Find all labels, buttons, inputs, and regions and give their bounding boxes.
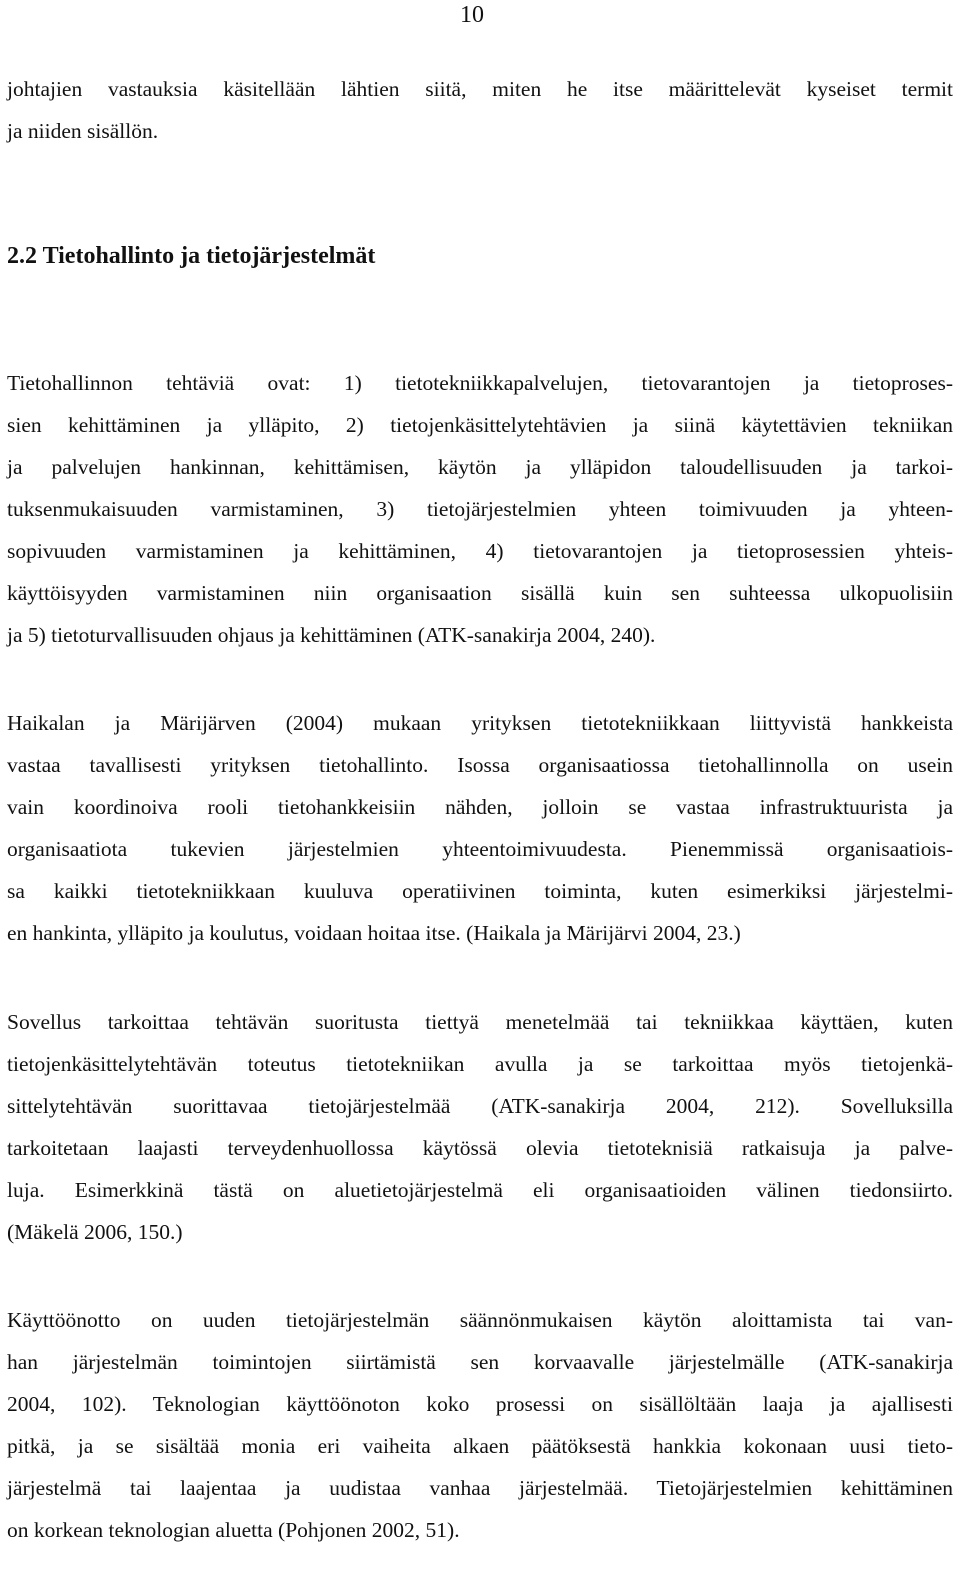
text-line: luja. Esimerkkinä tästä on aluetietojärjestelmä eli organisaatioiden välinen tiedonsiirto.	[7, 1178, 953, 1202]
section-heading: 2.2 Tietohallinto ja tietojärjestelmät	[7, 243, 376, 269]
text-line: Haikalan ja Märijärven (2004) mukaan yrityksen tietotekniikkaan liittyvistä hankkeista	[7, 711, 953, 735]
text-line: vain koordinoiva rooli tietohankkeisiin nähden, jolloin se vastaa infrastruktuurista ja	[7, 795, 953, 819]
text-line: organisaatiota tukevien järjestelmien yhteentoimivuudesta. Pienemmissä organisaatiois-	[7, 837, 953, 861]
text-line: 2004, 102). Teknologian käyttöönoton koko prosessi on sisällöltään laaja ja ajallisesti	[7, 1392, 953, 1416]
text-line: ja 5) tietoturvallisuuden ohjaus ja kehittäminen (ATK-sanakirja 2004, 240).	[7, 623, 656, 647]
paragraph-sovellus	[7, 1001, 953, 1253]
paragraph-kayttoonotto	[7, 1299, 953, 1551]
text-line: Sovellus tarkoittaa tehtävän suoritusta tiettyä menetelmää tai tekniikkaa käyttäen, kuten	[7, 1010, 953, 1034]
text-line: sien kehittäminen ja ylläpito, 2) tietojenkäsittelytehtävien ja siinä käytettävien tekniikan	[7, 413, 953, 437]
paragraph-text	[7, 68, 953, 152]
paragraph-tietohallinnon-tehtavat	[7, 362, 953, 656]
text-line: Käyttöönotto on uuden tietojärjestelmän säännönmukaisen käytön aloittamista tai van-	[7, 1308, 953, 1332]
paragraph-haikala-marijarvi	[7, 702, 953, 954]
text-line: johtajien vastauksia käsitellään lähtien siitä, miten he itse määrittelevät kyseiset termit	[7, 77, 953, 101]
paragraph-text	[7, 1299, 953, 1551]
text-line: pitkä, ja se sisältää monia eri vaiheita alkaen päätöksestä hankkia kokonaan uusi tieto-	[7, 1434, 953, 1458]
text-line: sopivuuden varmistaminen ja kehittäminen, 4) tietovarantojen ja tietoprosessien yhteis-	[7, 539, 953, 563]
text-line: sa kaikki tietotekniikkaan kuuluva operatiivinen toiminta, kuten esimerkiksi järjestelmi-	[7, 879, 953, 903]
text-line: han järjestelmän toimintojen siirtämistä sen korvaavalle järjestelmälle (ATK-sanakirja	[7, 1350, 953, 1374]
text-line: tietojenkäsittelytehtävän toteutus tietotekniikan avulla ja se tarkoittaa myös tietojenkä-	[7, 1052, 953, 1076]
text-line: on korkean teknologian aluetta (Pohjonen 2002, 51).	[7, 1518, 460, 1542]
text-line: ja palvelujen hankinnan, kehittämisen, käytön ja ylläpidon taloudellisuuden ja tarkoi-	[7, 455, 953, 479]
paragraph-text	[7, 702, 953, 954]
text-line: tarkoitetaan laajasti terveydenhuollossa käytössä olevia tietoteknisiä ratkaisuja ja palve-	[7, 1136, 953, 1160]
text-line: (Mäkelä 2006, 150.)	[7, 1220, 183, 1244]
text-line: Tietohallinnon tehtäviä ovat: 1) tietotekniikkapalvelujen, tietovarantojen ja tietoproses-	[7, 371, 953, 395]
intro-paragraph	[7, 68, 953, 152]
text-line: sittelytehtävän suorittavaa tietojärjestelmää (ATK-sanakirja 2004, 212). Sovelluksilla	[7, 1094, 953, 1118]
text-line: käyttöisyyden varmistaminen niin organisaation sisällä kuin sen suhteessa ulkopuolisiin	[7, 581, 953, 605]
text-line: vastaa tavallisesti yrityksen tietohallinto. Isossa organisaatiossa tietohallinnolla on usein	[7, 753, 953, 777]
paragraph-text	[7, 1001, 953, 1253]
text-line: tuksenmukaisuuden varmistaminen, 3) tietojärjestelmien yhteen toimivuuden ja yhteen-	[7, 497, 953, 521]
text-line: järjestelmä tai laajentaa ja uudistaa vanhaa järjestelmää. Tietojärjestelmien kehittäminen	[7, 1476, 953, 1500]
page-number: 10	[460, 2, 484, 28]
text-line: ja niiden sisällön.	[7, 119, 159, 143]
text-line: en hankinta, ylläpito ja koulutus, voidaan hoitaa itse. (Haikala ja Märijärvi 2004, 23.)	[7, 921, 741, 945]
paragraph-text	[7, 362, 953, 656]
